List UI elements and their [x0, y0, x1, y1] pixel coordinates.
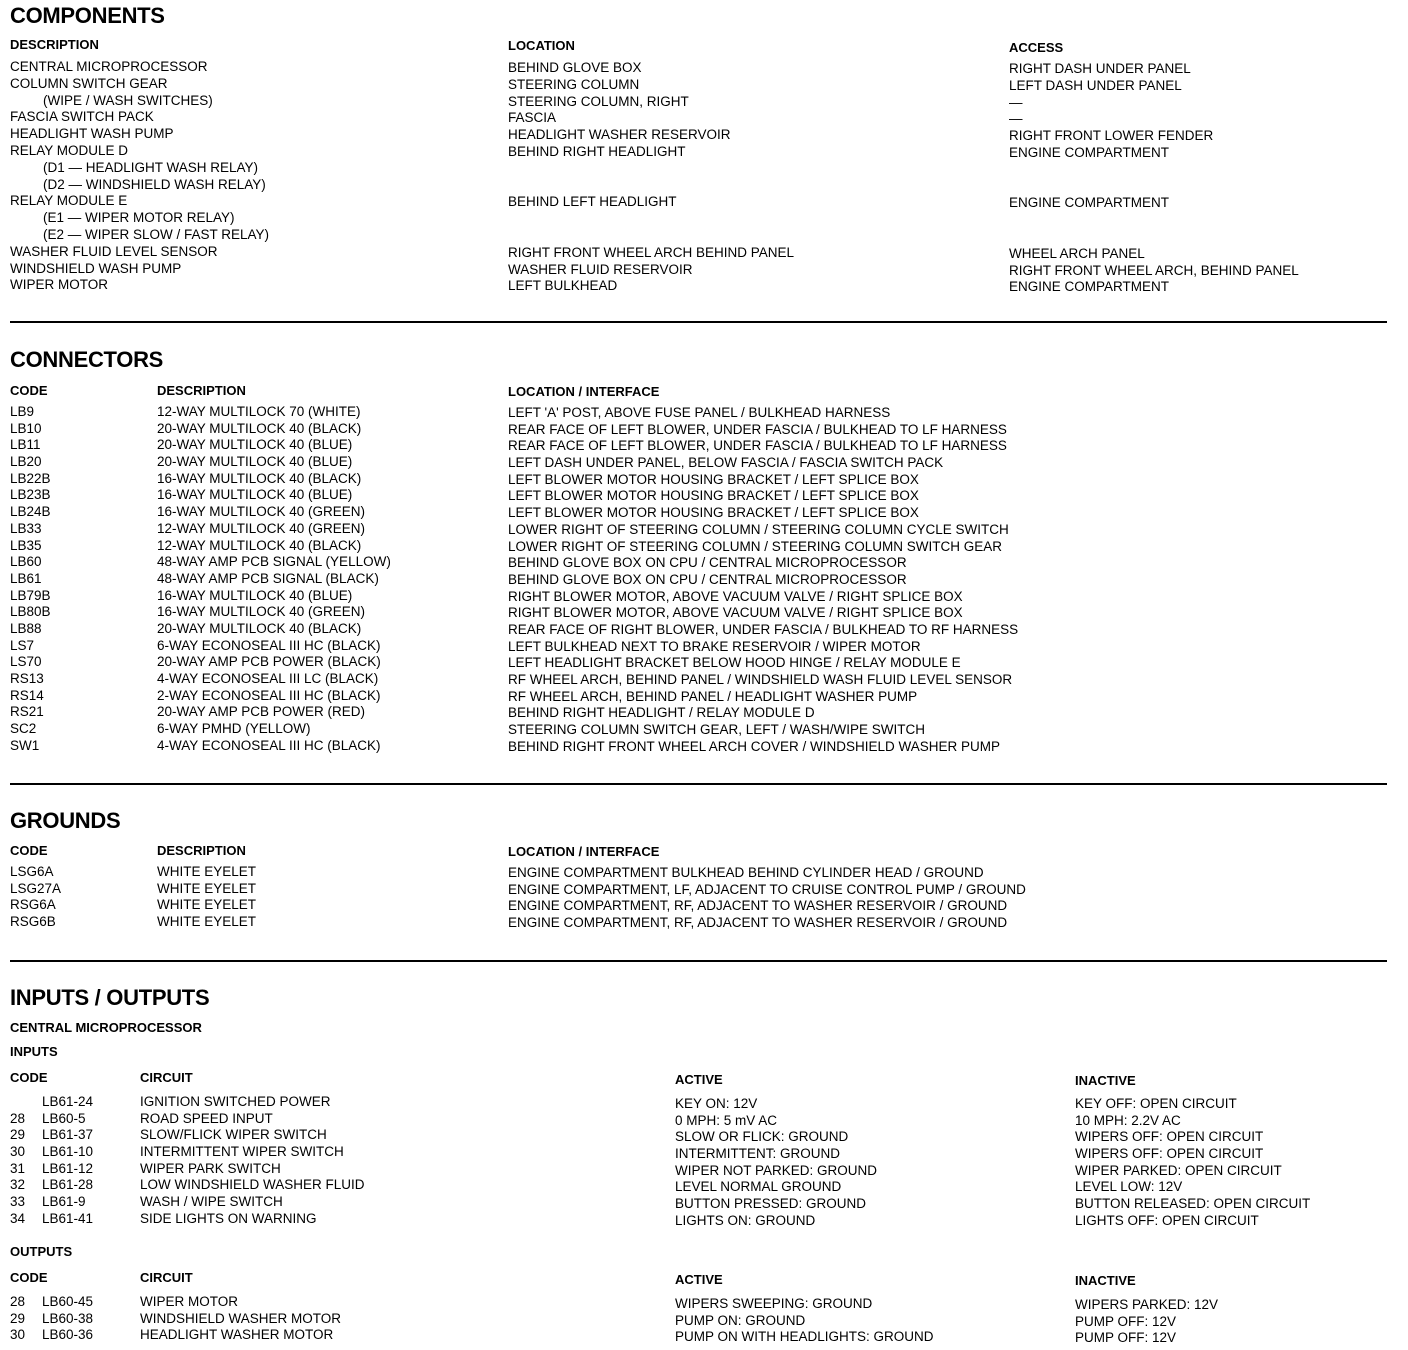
output-inactive-state: WIPERS PARKED: 12V [1075, 1297, 1219, 1312]
connector-description: 48-WAY AMP PCB SIGNAL (YELLOW) [157, 554, 391, 570]
input-pin-number: 29 [10, 1127, 26, 1143]
input-circuit: ROAD SPEED INPUT [140, 1110, 273, 1126]
connector-location: BEHIND RIGHT HEADLIGHT / RELAY MODULE D [508, 705, 815, 721]
connector-location: REAR FACE OF LEFT BLOWER, UNDER FASCIA / BULKHEAD TO LF HARNESS [508, 438, 1007, 454]
input-active-state: WIPER NOT PARKED: GROUND [675, 1162, 878, 1178]
components-access-column [1009, 61, 1299, 296]
component-access [1009, 179, 1299, 196]
input-inactive-state: BUTTON RELEASED: OPEN CIRCUIT [1075, 1196, 1311, 1212]
component-description: (E1 — WIPER MOTOR RELAY) [43, 210, 235, 226]
connector-description: 20-WAY MULTILOCK 40 (BLUE) [157, 454, 353, 470]
connector-code: LS7 [10, 637, 35, 653]
input-circuit: WASH / WIPE SWITCH [140, 1194, 283, 1210]
output-circuit: HEADLIGHT WASHER MOTOR [140, 1327, 334, 1343]
component-access [1009, 162, 1299, 179]
component-access: RIGHT DASH UNDER PANEL [1009, 61, 1191, 76]
connector-code: LB10 [10, 420, 42, 436]
component-location: WASHER FLUID RESERVOIR [508, 261, 693, 277]
output-active-state: PUMP ON: GROUND [675, 1312, 806, 1328]
components-title: COMPONENTS [10, 3, 165, 28]
connector-code: RS13 [10, 671, 44, 686]
input-pin-number: 31 [10, 1160, 26, 1176]
outputs-code-column [42, 1294, 93, 1344]
connector-location: LEFT BLOWER MOTOR HOUSING BRACKET / LEFT SPLICE BOX [508, 488, 919, 504]
output-inactive-state: PUMP OFF: 12V [1075, 1330, 1177, 1346]
ground-description: WHITE EYELET [157, 864, 257, 879]
connector-code: SW1 [10, 737, 40, 753]
inputs-circuit-header: CIRCUIT [140, 1070, 193, 1085]
connector-location: LEFT 'A' POST, ABOVE FUSE PANEL / BULKHEAD HARNESS [508, 405, 891, 420]
input-pin-number: 28 [10, 1110, 26, 1126]
component-description: FASCIA SWITCH PACK [10, 109, 154, 125]
section-divider [10, 321, 1387, 323]
connector-code: LB33 [10, 520, 42, 536]
component-location: RIGHT FRONT WHEEL ARCH BEHIND PANEL [508, 244, 795, 260]
input-active-state: LEVEL NORMAL GROUND [675, 1179, 842, 1195]
connector-location: BEHIND RIGHT FRONT WHEEL ARCH COVER / WINDSHIELD WASHER PUMP [508, 738, 1001, 754]
component-description: RELAY MODULE D [10, 142, 129, 158]
connector-code: RS21 [10, 704, 44, 720]
component-access: ENGINE COMPARTMENT [1009, 195, 1170, 211]
input-code: LB61-28 [42, 1177, 94, 1193]
component-description: WIPER MOTOR [10, 277, 109, 293]
input-circuit: SLOW/FLICK WIPER SWITCH [140, 1127, 327, 1143]
connector-location: LEFT DASH UNDER PANEL, BELOW FASCIA / FASCIA SWITCH PACK [508, 455, 944, 471]
component-location: STEERING COLUMN [508, 76, 640, 92]
grounds-location-header: LOCATION / INTERFACE [508, 844, 660, 859]
component-access [1009, 229, 1299, 246]
inputs-inactive-header: INACTIVE [1075, 1073, 1136, 1088]
connector-description: 4-WAY ECONOSEAL III LC (BLACK) [157, 671, 379, 686]
outputs-circuit-header: CIRCUIT [140, 1270, 193, 1285]
input-pin-number: 34 [10, 1210, 26, 1226]
output-inactive-state: PUMP OFF: 12V [1075, 1313, 1177, 1329]
component-description: COLUMN SWITCH GEAR [10, 75, 168, 91]
connector-location: REAR FACE OF LEFT BLOWER, UNDER FASCIA / BULKHEAD TO LF HARNESS [508, 421, 1007, 437]
components-location-header: LOCATION [508, 38, 575, 53]
component-access: RIGHT FRONT WHEEL ARCH, BEHIND PANEL [1009, 262, 1299, 278]
ground-description: WHITE EYELET [157, 880, 257, 896]
output-code: LB60-45 [42, 1294, 94, 1309]
connector-code: LB80B [10, 604, 51, 620]
component-access [1009, 212, 1299, 229]
output-code: LB60-36 [42, 1327, 94, 1343]
input-code: LB61-41 [42, 1210, 94, 1226]
ground-location: ENGINE COMPARTMENT, RF, ADJACENT TO WASHER RESERVOIR / GROUND [508, 915, 1008, 931]
component-location [508, 161, 794, 178]
input-inactive-state: LEVEL LOW: 12V [1075, 1179, 1183, 1195]
connector-code: LB24B [10, 504, 51, 520]
grounds-title: GROUNDS [10, 808, 121, 833]
connector-code: LB23B [10, 487, 51, 503]
connector-location: RF WHEEL ARCH, BEHIND PANEL / HEADLIGHT WASHER PUMP [508, 688, 918, 704]
component-location: BEHIND GLOVE BOX [508, 60, 642, 75]
inputs-code-header: CODE [10, 1070, 48, 1085]
components-location-column [508, 60, 794, 295]
component-description: RELAY MODULE E [10, 193, 128, 209]
component-description: CENTRAL MICROPROCESSOR [10, 59, 208, 74]
connector-location: RF WHEEL ARCH, BEHIND PANEL / WINDSHIELD WASH FLUID LEVEL SENSOR [508, 672, 1013, 687]
connector-description: 12-WAY MULTILOCK 70 (WHITE) [157, 404, 361, 419]
section-divider [10, 783, 1387, 785]
component-description: HEADLIGHT WASH PUMP [10, 126, 174, 142]
component-location [508, 178, 794, 195]
io-title: INPUTS / OUTPUTS [10, 985, 210, 1010]
connector-code: LB9 [10, 404, 35, 419]
component-access: ENGINE COMPARTMENT [1009, 279, 1170, 295]
connector-code: LB60 [10, 554, 42, 570]
component-access: WHEEL ARCH PANEL [1009, 245, 1145, 261]
connector-location: RIGHT BLOWER MOTOR, ABOVE VACUUM VALVE / RIGHT SPLICE BOX [508, 605, 963, 621]
connector-location: REAR FACE OF RIGHT BLOWER, UNDER FASCIA / BULKHEAD TO RF HARNESS [508, 621, 1019, 637]
connector-location: STEERING COLUMN SWITCH GEAR, LEFT / WASH/WIPE SWITCH [508, 722, 926, 738]
component-location: BEHIND RIGHT HEADLIGHT [508, 143, 686, 159]
connector-location: LEFT BULKHEAD NEXT TO BRAKE RESERVOIR / WIPER MOTOR [508, 638, 921, 654]
ground-code: RSG6B [10, 914, 56, 930]
input-code: LB61-9 [42, 1194, 86, 1210]
connector-code: LB11 [10, 437, 41, 453]
outputs-num-column [10, 1294, 25, 1344]
connector-description: 20-WAY MULTILOCK 40 (BLUE) [157, 437, 353, 453]
outputs-active-column [675, 1296, 934, 1346]
input-circuit: SIDE LIGHTS ON WARNING [140, 1210, 317, 1226]
input-code: LB61-24 [42, 1094, 94, 1109]
input-circuit: LOW WINDSHIELD WASHER FLUID [140, 1177, 365, 1193]
connectors-code-header: CODE [10, 383, 48, 398]
output-active-state: PUMP ON WITH HEADLIGHTS: GROUND [675, 1329, 934, 1345]
connector-code: LS70 [10, 654, 42, 670]
input-circuit: IGNITION SWITCHED POWER [140, 1094, 331, 1109]
connector-location: LOWER RIGHT OF STEERING COLUMN / STEERING COLUMN CYCLE SWITCH [508, 521, 1009, 537]
input-circuit: WIPER PARK SWITCH [140, 1160, 281, 1176]
input-active-state: LIGHTS ON: GROUND [675, 1212, 816, 1228]
inputs-num-column [10, 1094, 25, 1228]
connector-description: 6-WAY ECONOSEAL III HC (BLACK) [157, 637, 381, 653]
input-active-state: KEY ON: 12V [675, 1096, 758, 1111]
inputs-circuit-column [140, 1094, 365, 1228]
component-location [508, 211, 794, 228]
connector-description: 16-WAY MULTILOCK 40 (BLACK) [157, 470, 362, 486]
outputs-code-header: CODE [10, 1270, 48, 1285]
inputs-active-header: ACTIVE [675, 1072, 723, 1087]
component-description: (WIPE / WASH SWITCHES) [43, 92, 213, 108]
input-pin-number [10, 1094, 25, 1111]
grounds-description-column [157, 864, 256, 931]
outputs-circuit-column [140, 1294, 341, 1344]
connector-code: RS14 [10, 687, 44, 703]
output-code: LB60-38 [42, 1310, 94, 1326]
component-location: STEERING COLUMN, RIGHT [508, 93, 689, 109]
ground-location: ENGINE COMPARTMENT BULKHEAD BEHIND CYLINDER HEAD / GROUND [508, 865, 984, 880]
connector-code: LB22B [10, 470, 51, 486]
connector-code: LB35 [10, 537, 42, 553]
output-circuit: WINDSHIELD WASHER MOTOR [140, 1310, 342, 1326]
connector-description: 12-WAY MULTILOCK 40 (BLACK) [157, 537, 362, 553]
component-description: WASHER FLUID LEVEL SENSOR [10, 243, 218, 259]
connector-code: LB61 [10, 570, 42, 586]
connector-description: 16-WAY MULTILOCK 40 (BLUE) [157, 487, 353, 503]
ground-description: WHITE EYELET [157, 914, 257, 930]
connector-code: SC2 [10, 721, 37, 737]
connectors-description-header: DESCRIPTION [157, 383, 246, 398]
grounds-location-column [508, 865, 1026, 932]
input-active-state: 0 MPH: 5 mV AC [675, 1112, 778, 1128]
connector-description: 4-WAY ECONOSEAL III HC (BLACK) [157, 737, 381, 753]
input-inactive-state: WIPERS OFF: OPEN CIRCUIT [1075, 1129, 1264, 1145]
connectors-location-column [508, 405, 1018, 755]
io-subtitle: CENTRAL MICROPROCESSOR [10, 1020, 202, 1035]
grounds-code-column [10, 864, 61, 931]
output-pin-number: 28 [10, 1294, 26, 1309]
connector-description: 20-WAY AMP PCB POWER (BLACK) [157, 654, 381, 670]
connector-location: BEHIND GLOVE BOX ON CPU / CENTRAL MICROPROCESSOR [508, 555, 907, 571]
connector-location: LOWER RIGHT OF STEERING COLUMN / STEERING COLUMN SWITCH GEAR [508, 538, 1003, 554]
input-code: LB60-5 [42, 1110, 86, 1126]
ground-description: WHITE EYELET [157, 897, 257, 913]
components-access-header: ACCESS [1009, 40, 1064, 55]
grounds-description-header: DESCRIPTION [157, 843, 246, 858]
output-pin-number: 30 [10, 1327, 26, 1343]
output-active-state: WIPERS SWEEPING: GROUND [675, 1296, 873, 1311]
input-pin-number: 32 [10, 1177, 26, 1193]
component-location: BEHIND LEFT HEADLIGHT [508, 194, 677, 210]
component-location: FASCIA [508, 110, 557, 126]
component-access: RIGHT FRONT LOWER FENDER [1009, 128, 1214, 144]
outputs-inactive-column [1075, 1297, 1218, 1347]
ground-code: LSG6A [10, 864, 54, 879]
connector-location: LEFT HEADLIGHT BRACKET BELOW HOOD HINGE / RELAY MODULE E [508, 655, 961, 671]
input-code: LB61-12 [42, 1160, 94, 1176]
connector-description: 48-WAY AMP PCB SIGNAL (BLACK) [157, 570, 379, 586]
connectors-description-column [157, 404, 391, 754]
connectors-code-column [10, 404, 51, 754]
component-description: (D2 — WINDSHIELD WASH RELAY) [43, 176, 266, 192]
outputs-inactive-header: INACTIVE [1075, 1273, 1136, 1288]
input-active-state: SLOW OR FLICK: GROUND [675, 1129, 849, 1145]
component-access: — [1009, 111, 1023, 127]
connectors-title: CONNECTORS [10, 347, 164, 372]
input-inactive-state: WIPER PARKED: OPEN CIRCUIT [1075, 1162, 1282, 1178]
connector-description: 16-WAY MULTILOCK 40 (GREEN) [157, 504, 366, 520]
inputs-active-column [675, 1096, 877, 1230]
inputs-label: INPUTS [10, 1044, 58, 1059]
input-active-state: BUTTON PRESSED: GROUND [675, 1196, 867, 1212]
inputs-code-column [42, 1094, 93, 1228]
input-circuit: INTERMITTENT WIPER SWITCH [140, 1144, 344, 1160]
connector-description: 6-WAY PMHD (YELLOW) [157, 721, 311, 737]
components-description-column [10, 59, 269, 294]
connector-location: RIGHT BLOWER MOTOR, ABOVE VACUUM VALVE / RIGHT SPLICE BOX [508, 588, 963, 604]
input-pin-number: 30 [10, 1144, 26, 1160]
component-description: WINDSHIELD WASH PUMP [10, 260, 182, 276]
connector-code: LB79B [10, 587, 51, 603]
component-location: LEFT BULKHEAD [508, 278, 618, 294]
input-pin-number: 33 [10, 1194, 26, 1210]
ground-code: LSG27A [10, 880, 62, 896]
connector-description: 20-WAY AMP PCB POWER (RED) [157, 704, 366, 720]
output-circuit: WIPER MOTOR [140, 1294, 239, 1309]
input-inactive-state: WIPERS OFF: OPEN CIRCUIT [1075, 1146, 1264, 1162]
connector-description: 16-WAY MULTILOCK 40 (BLUE) [157, 587, 353, 603]
ground-location: ENGINE COMPARTMENT, RF, ADJACENT TO WASHER RESERVOIR / GROUND [508, 898, 1008, 914]
input-active-state: INTERMITTENT: GROUND [675, 1146, 840, 1162]
connector-description: 20-WAY MULTILOCK 40 (BLACK) [157, 420, 362, 436]
connector-code: LB88 [10, 620, 42, 636]
component-location: HEADLIGHT WASHER RESERVOIR [508, 127, 731, 143]
grounds-code-header: CODE [10, 843, 48, 858]
connector-code: LB20 [10, 454, 42, 470]
input-inactive-state: KEY OFF: OPEN CIRCUIT [1075, 1096, 1237, 1111]
outputs-active-header: ACTIVE [675, 1272, 723, 1287]
input-inactive-state: LIGHTS OFF: OPEN CIRCUIT [1075, 1212, 1259, 1228]
connector-location: LEFT BLOWER MOTOR HOUSING BRACKET / LEFT SPLICE BOX [508, 505, 919, 521]
inputs-inactive-column [1075, 1096, 1310, 1230]
input-code: LB61-37 [42, 1127, 94, 1143]
components-description-header: DESCRIPTION [10, 37, 99, 52]
component-description: (D1 — HEADLIGHT WASH RELAY) [43, 159, 259, 175]
input-inactive-state: 10 MPH: 2.2V AC [1075, 1112, 1181, 1128]
component-access: LEFT DASH UNDER PANEL [1009, 77, 1182, 93]
connector-description: 20-WAY MULTILOCK 40 (BLACK) [157, 620, 362, 636]
connectors-location-header: LOCATION / INTERFACE [508, 384, 660, 399]
component-access: — [1009, 94, 1023, 110]
component-location [508, 228, 794, 245]
connector-description: 16-WAY MULTILOCK 40 (GREEN) [157, 604, 366, 620]
connector-location: LEFT BLOWER MOTOR HOUSING BRACKET / LEFT SPLICE BOX [508, 471, 919, 487]
section-divider [10, 960, 1387, 962]
outputs-label: OUTPUTS [10, 1244, 73, 1259]
ground-code: RSG6A [10, 897, 56, 913]
connector-description: 12-WAY MULTILOCK 40 (GREEN) [157, 520, 366, 536]
connector-location: BEHIND GLOVE BOX ON CPU / CENTRAL MICROPROCESSOR [508, 571, 907, 587]
component-description: (E2 — WIPER SLOW / FAST RELAY) [43, 226, 270, 242]
output-pin-number: 29 [10, 1310, 26, 1326]
component-access: ENGINE COMPARTMENT [1009, 144, 1170, 160]
connector-description: 2-WAY ECONOSEAL III HC (BLACK) [157, 687, 381, 703]
input-code: LB61-10 [42, 1144, 94, 1160]
ground-location: ENGINE COMPARTMENT, LF, ADJACENT TO CRUISE CONTROL PUMP / GROUND [508, 881, 1026, 897]
